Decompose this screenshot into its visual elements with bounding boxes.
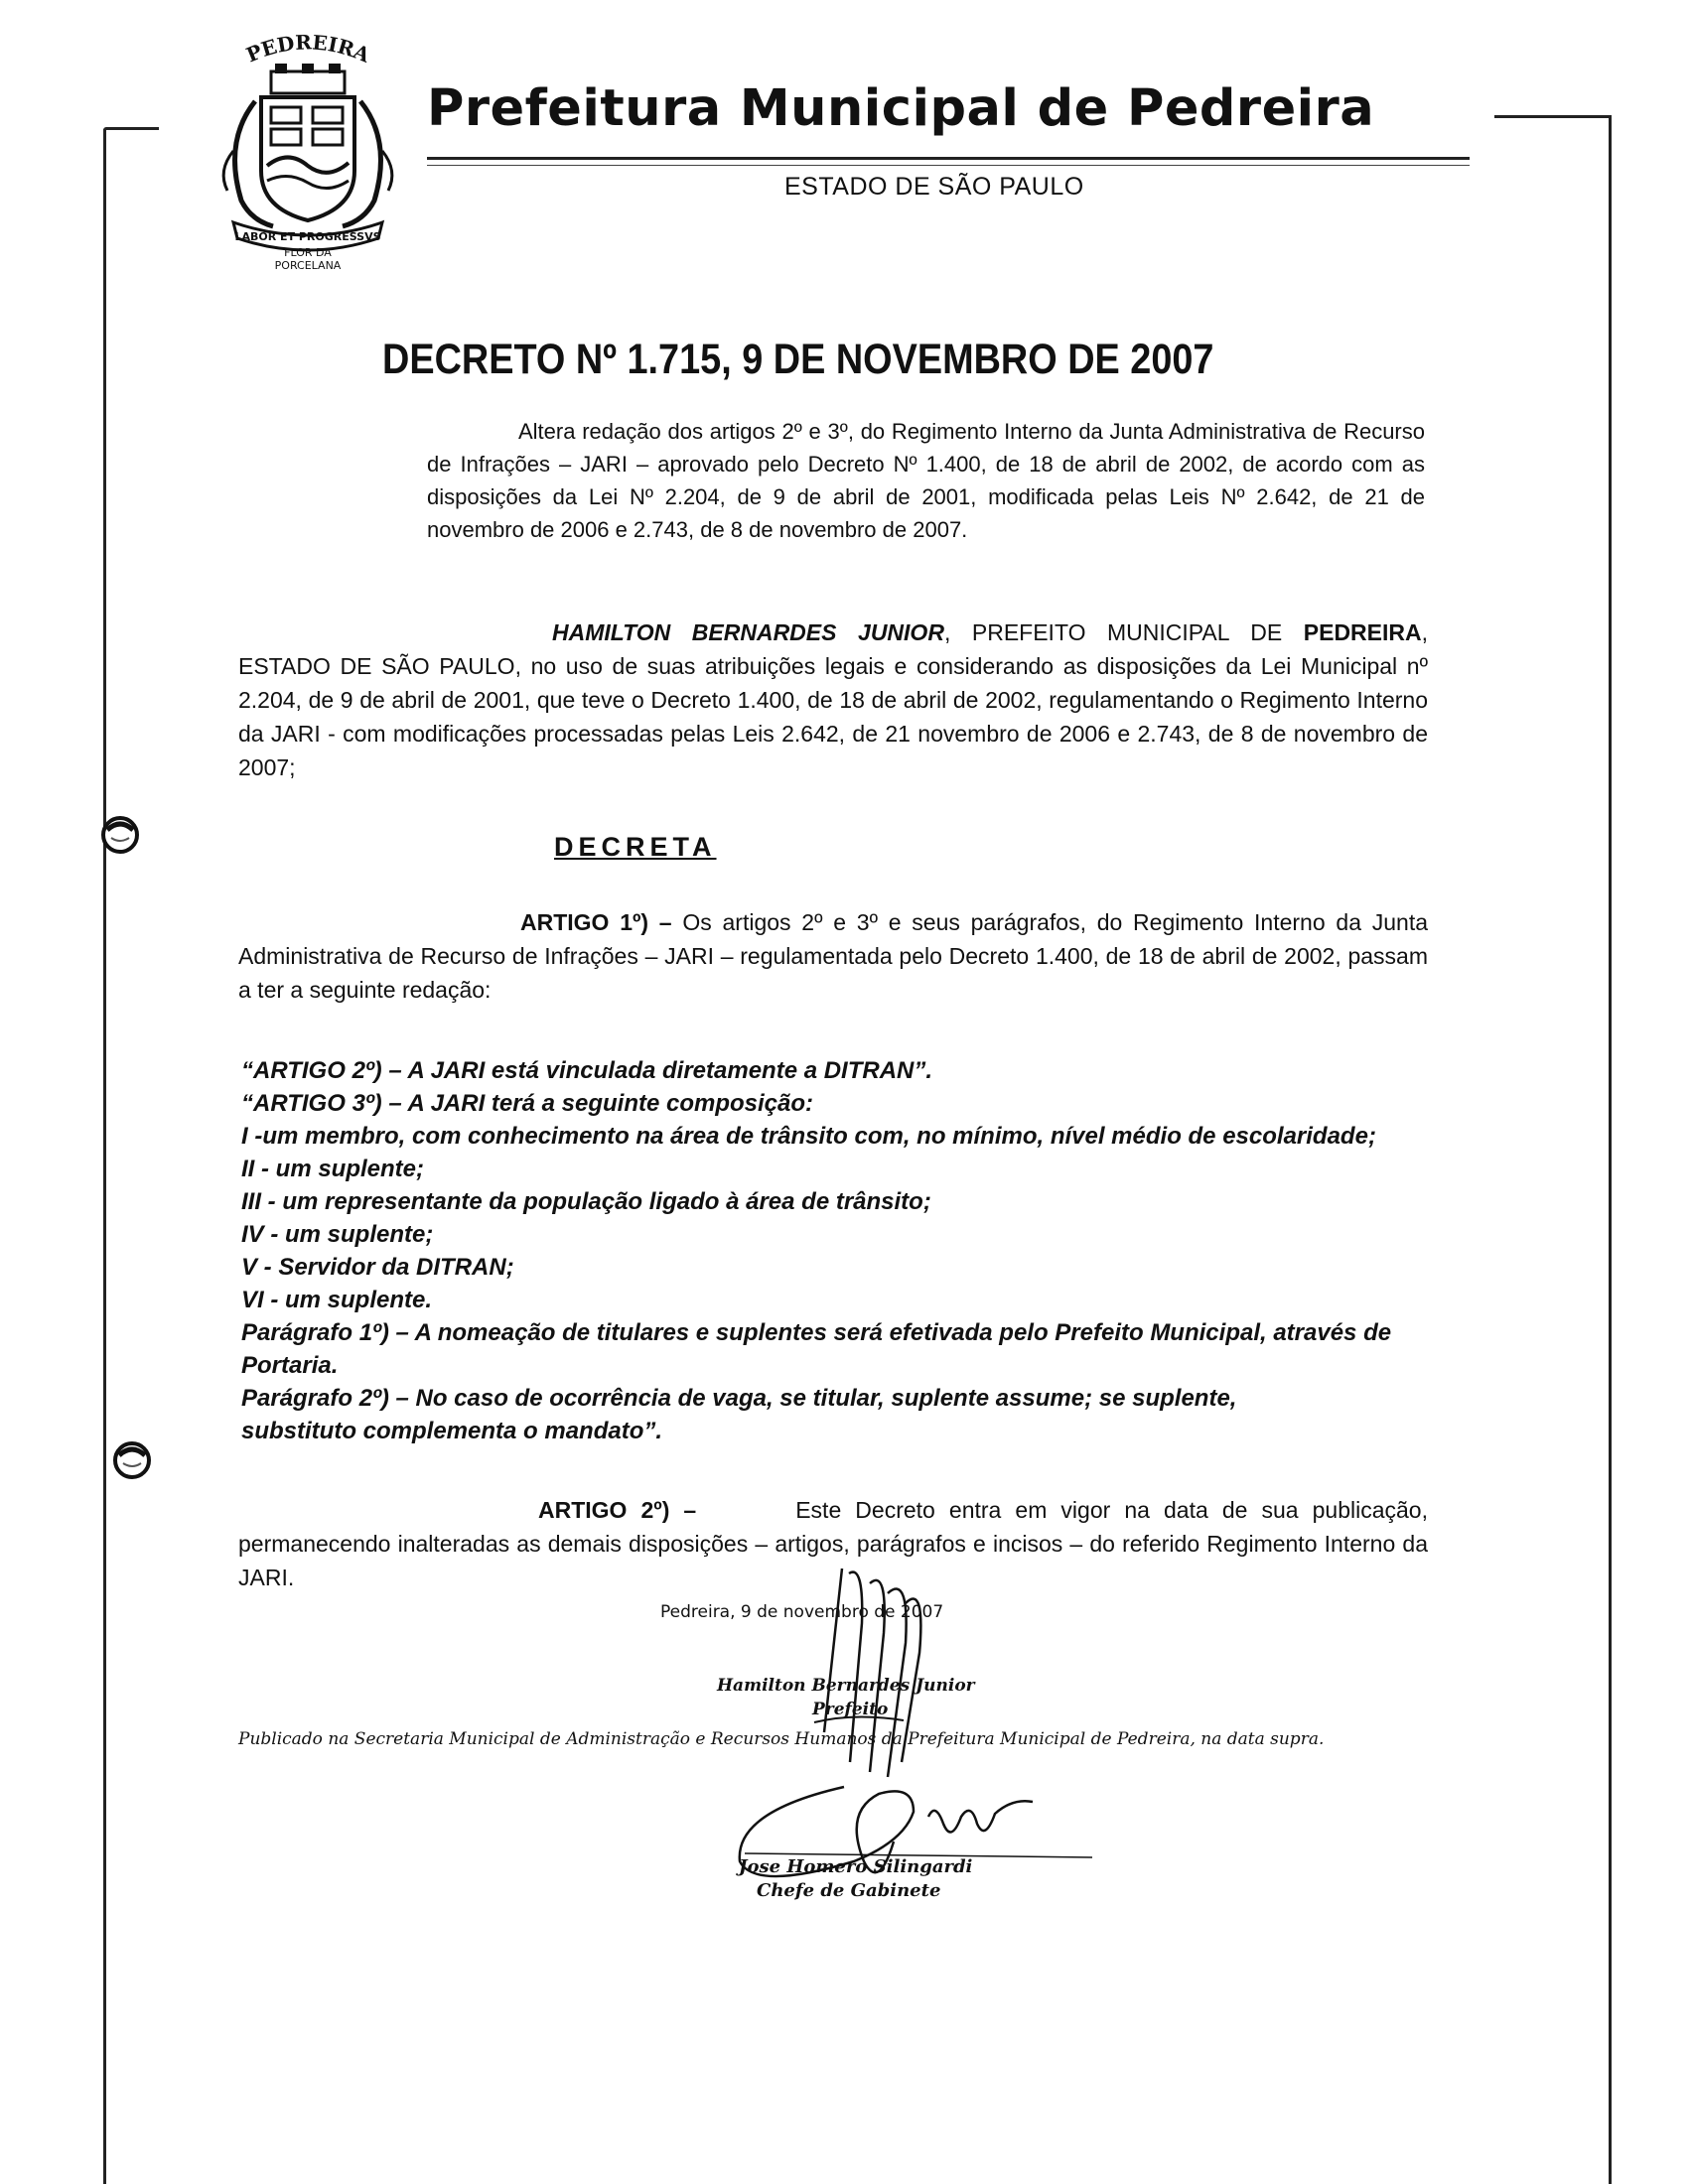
quoted-line: Portaria. <box>241 1352 339 1379</box>
quoted-line: IV - um suplente; <box>241 1221 434 1248</box>
handwritten-signatures-icon <box>675 1564 1152 1921</box>
quoted-line: VI - um suplente. <box>241 1287 433 1313</box>
page-frame-top-left <box>103 127 159 130</box>
publication-note: Publicado na Secretaria Municipal de Administração e Recursos Humanos da Prefeitura Municipal de Pedreira, na data supra. <box>238 1729 1325 1749</box>
mayor-name: HAMILTON BERNARDES JUNIOR <box>552 619 944 645</box>
artigo-1-label: ARTIGO 1º) – <box>520 909 683 935</box>
quoted-line: I -um membro, com conhecimento na área de trânsito com, no mínimo, nível médio de escolaridade; <box>241 1123 1376 1150</box>
quoted-line: Parágrafo 2º) – No caso de ocorrência de vaga, se titular, suplente assume; se suplente, <box>241 1385 1237 1412</box>
page-frame-left <box>103 129 106 2184</box>
artigo-2-label: ARTIGO 2º) – <box>538 1497 697 1523</box>
header-state: ESTADO DE SÃO PAULO <box>784 173 1084 201</box>
artigo-1-text: Os artigos 2º e 3º e seus parágrafos, do Regimento Interno da Junta Administrativa de Recurso de Infrações – JARI – regulamentada pelo Decreto 1.400, de 18 de abril de 2002, passam a ter a seguinte redação: <box>238 909 1428 1003</box>
quoted-line: II - um suplente; <box>241 1156 425 1182</box>
mayor-signature-role: Prefeito <box>812 1700 889 1719</box>
quoted-line: V - Servidor da DITRAN; <box>241 1254 514 1281</box>
ementa-text: Altera redação dos artigos 2º e 3º, do Regimento Interno da Junta Administrativa de Recurso de Infrações – JARI – aprovado pelo Decreto Nº 1.400, de 18 de abril de 2002, de acordo com as disposições da Lei Nº 2.204, de 9 de abril de 2001, modificada pelas Leis Nº 2.642, de 21 de novembro de 2006 e 2.743, de 8 de novembro de 2007. <box>427 419 1425 542</box>
preamble-text: , ESTADO DE SÃO PAULO, no uso de suas atribuições legais e considerando as disposições da Lei Municipal nº 2.204, de 9 de abril de 2001, que teve o Decreto 1.400, de 18 de abril de 2002, regulamentando o Regimento Interno da JARI - com modificações processadas pelas Leis 2.642, de 21 novembro de 2006 e 2.743, de 8 de novembro de 2007; <box>238 619 1429 780</box>
page-frame-right <box>1609 117 1612 2184</box>
header-title: Prefeitura Municipal de Pedreira <box>427 79 1375 138</box>
preamble-city: PEDREIRA <box>1303 619 1422 645</box>
svg-text:PEDREIRA <box>243 32 374 68</box>
decree-title: DECRETO Nº 1.715, 9 DE NOVEMBRO DE 2007 <box>382 336 1214 383</box>
mayor-signature-name: Hamilton Bernardes Junior <box>717 1676 975 1696</box>
chief-signature-role: Chefe de Gabinete <box>757 1880 941 1901</box>
quoted-line: substituto complementa o mandato”. <box>241 1418 663 1444</box>
binder-hole-top-icon <box>99 814 141 856</box>
quoted-line: “ARTIGO 2º) – A JARI está vinculada diretamente a DITRAN”. <box>241 1057 933 1084</box>
preamble <box>238 615 1428 784</box>
decreta-heading: DECRETA <box>554 832 717 862</box>
header-rule <box>427 157 1470 160</box>
quoted-articles <box>241 1054 1433 1447</box>
preamble-title: , PREFEITO MUNICIPAL DE <box>943 619 1304 645</box>
crest-motto-line1: FLOR DA <box>284 246 332 259</box>
chief-signature-name: Jose Homero Silingardi <box>739 1856 973 1877</box>
decree-ementa <box>427 415 1425 546</box>
crest-arc-name: PEDREIRA <box>242 32 374 68</box>
quoted-line: Parágrafo 1º) – A nomeação de titulares e suplentes será efetivada pelo Prefeito Municipal, através de <box>241 1319 1392 1346</box>
crest-ribbon-text: LABOR ET PROGRESSVS <box>234 230 381 243</box>
quoted-line: III - um representante da população ligado à área de trânsito; <box>241 1188 931 1215</box>
crest-motto-line2: PORCELANA <box>274 259 342 272</box>
artigo-2-text: Este Decreto entra em vigor na data de sua publicação, permanecendo inalteradas as demais disposições – artigos, parágrafos e incisos – do referido Regimento Interno da JARI. <box>238 1497 1428 1590</box>
page-frame-top-right <box>1494 115 1612 118</box>
header-rule-thin <box>427 165 1470 166</box>
binder-hole-bottom-icon <box>111 1439 153 1481</box>
signature-date: Pedreira, 9 de novembro de 2007 <box>660 1602 944 1622</box>
quoted-line: “ARTIGO 3º) – A JARI terá a seguinte composição: <box>241 1090 814 1117</box>
coat-of-arms-icon <box>204 32 412 272</box>
artigo-1 <box>238 905 1428 1007</box>
